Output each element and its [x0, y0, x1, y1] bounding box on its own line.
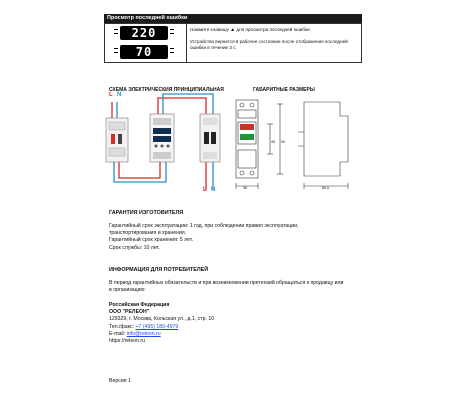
dim-width-label: 36 [243, 186, 247, 190]
warranty-line: Срок службы: 10 лет. [109, 244, 160, 251]
wire-phase-link [119, 160, 160, 178]
warranty-text [109, 223, 369, 252]
warranty-line: Гарантийный срок эксплуатации: 1 год, при соблюдении правил эксплуатации, [109, 223, 299, 229]
consumer-title: ИНФОРМАЦИЯ ДЛЯ ПОТРЕБИТЕЛЕЙ [109, 267, 209, 273]
consumer-line2: в организацию: [109, 287, 146, 294]
warranty-line: транспортирования и хранения. [109, 230, 187, 237]
instruction-post: для просмотра последней ошибки. [236, 27, 311, 32]
side-view-body [304, 102, 348, 176]
email-label: E-mail: [109, 330, 126, 337]
instruction-line2: Устройство вернется в рабочее состояние после отображения последней ошибки в течение 3 с. [190, 39, 348, 50]
tick-mark [114, 48, 118, 49]
dim-depth-label: 66.5 [322, 186, 329, 190]
schema-title: СХЕМА ЭЛЕКТРИЧЕСКИЯ ПРИНЦИПИАЛЬНАЯ [109, 87, 224, 93]
label-N-bottom: N [211, 187, 216, 193]
consumer-text [109, 280, 379, 294]
dims-title: ГАБАРИТНЫЕ РАЗМЕРЫ [253, 87, 315, 93]
display-top: 220 [120, 26, 168, 40]
rcd-device [106, 118, 128, 162]
phone-link[interactable]: +7 (495) 180-4979 [135, 323, 179, 330]
dim-small-label: 45 [271, 140, 275, 144]
tick-mark [170, 29, 174, 30]
warranty-title: ГАРАНТИЯ ИЗГОТОВИТЕЛЯ [109, 210, 184, 216]
breaker-device [200, 114, 220, 162]
company-country: Российская Федерация [109, 302, 170, 308]
warranty-line: Гарантийный срок хранения: 5 лет. [109, 237, 194, 244]
dimensions-drawing [228, 94, 363, 196]
dim-height-label: 90 [281, 140, 285, 144]
company-phone-row [109, 324, 369, 331]
tick-mark [170, 48, 174, 49]
display-bottom: 70 [120, 45, 168, 59]
instruction-line1 [190, 27, 360, 34]
company-address: 129329, г. Москва, Кольская ул., д.1, стр. 10 [109, 316, 215, 323]
up-arrow-icon: ▲ [230, 27, 236, 33]
version-label: Версия 1 [109, 378, 131, 384]
company-name: ООО "РЕЛЕОН" [109, 309, 150, 316]
instruction-pre: Нажмите клавишу [190, 27, 229, 32]
error-table-header: Просмотр последней ошибки [104, 14, 362, 23]
tick-mark [170, 52, 174, 53]
company-email-row [109, 331, 369, 338]
company-site: https://releon.ru [109, 338, 146, 345]
label-L-top: L [109, 92, 113, 98]
wire-relay-to-breaker [158, 98, 206, 116]
company-block [109, 302, 369, 345]
tick-mark [114, 52, 118, 53]
tick-mark [170, 33, 174, 34]
wire-neutral-link [114, 160, 166, 182]
label-L-bottom: L [203, 187, 207, 193]
tick-mark [114, 29, 118, 30]
wiring-diagram [100, 92, 230, 197]
voltage-relay-device [150, 114, 174, 162]
phone-label: Тел./факс: [109, 323, 135, 330]
tick-mark [114, 33, 118, 34]
consumer-line1: В период гарантийных обязательств и при возникновении претензий обращаться к продавцу или [109, 280, 344, 286]
table-divider [186, 23, 187, 63]
email-link[interactable]: info@releon.ru [126, 330, 161, 337]
label-N-top: N [117, 92, 122, 98]
